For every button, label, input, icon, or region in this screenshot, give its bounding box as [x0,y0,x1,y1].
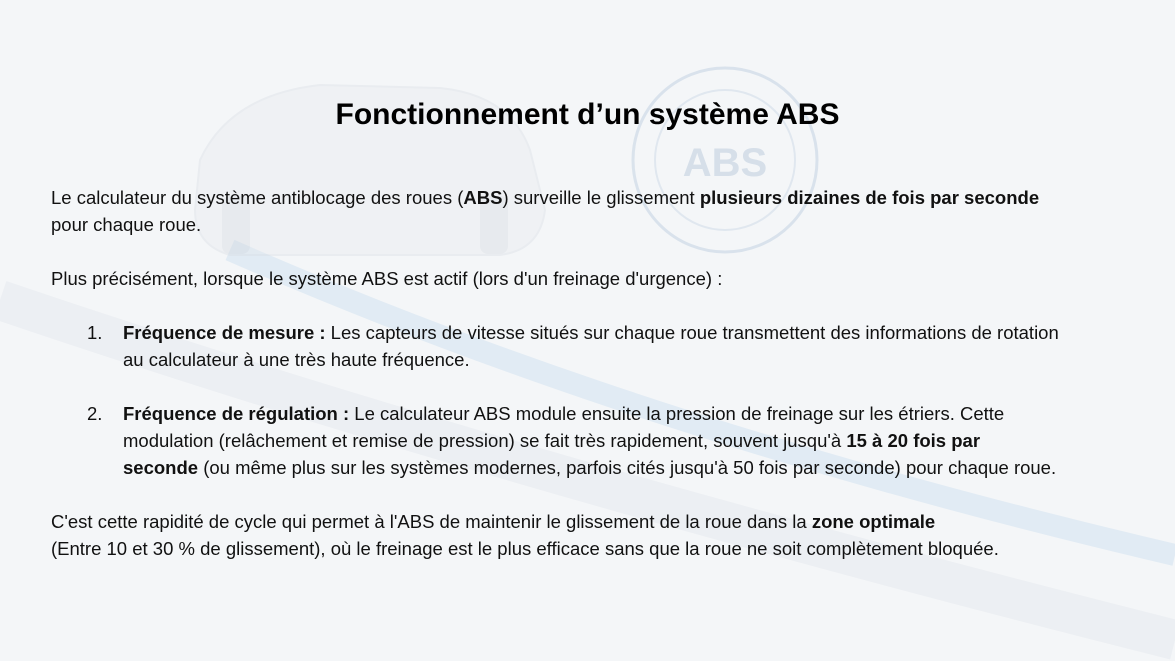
intro-text-c: ) surveille le glissement [502,187,700,208]
list-item-text: Les capteurs de vitesse situés sur chaque roue transmettent des informations de rotation [325,322,1059,343]
list-item-number: 2. [87,403,103,424]
slide-body [51,184,1136,562]
list-item-lead: Fréquence de mesure : [123,322,326,343]
conclusion-text-c: (Entre 10 et 30 % de glissement), où le freinage est le plus efficace sans que la roue ne soit complètement bloquée. [51,538,999,559]
list-item-text: au calculateur à une très haute fréquence. [123,349,470,370]
list-item-text: (ou même plus sur les systèmes modernes, parfois cités jusqu'à 50 fois par seconde) pour chaque roue. [198,457,1057,478]
intro-text-e: pour chaque roue. [51,214,202,235]
list-item-bold: seconde [123,457,199,478]
paragraph-precisely: Plus précisément, lorsque le système ABS est actif (lors d'un freinage d'urgence) : [51,268,723,289]
abs-emblem-text: ABS [682,141,768,185]
slide-title: Fonctionnement d’un système ABS [335,98,840,131]
paragraph-conclusion [51,508,1136,562]
intro-abs-bold: ABS [463,187,503,208]
list-item-text: Le calculateur ABS module ensuite la pression de freinage sur les étriers. Cette [349,403,1005,424]
list-item-number: 1. [87,322,103,343]
intro-text-a: Le calculateur du système antiblocage des roues ( [51,187,464,208]
list-item-lead: Fréquence de régulation : [123,403,350,424]
conclusion-text-a: C'est cette rapidité de cycle qui permet à l'ABS de maintenir le glissement de la roue dans la [51,511,812,532]
intro-frequency-bold: plusieurs dizaines de fois par seconde [699,187,1040,208]
list-item [51,400,1136,481]
list-item-text: modulation (relâchement et remise de pression) se fait très rapidement, souvent jusqu'à [123,430,847,451]
paragraph-intro [51,184,1136,238]
list-item-bold: 15 à 20 fois par [846,430,981,451]
list-item [51,319,1136,373]
numbered-list [51,319,1136,481]
conclusion-zone-bold: zone optimale [811,511,936,532]
